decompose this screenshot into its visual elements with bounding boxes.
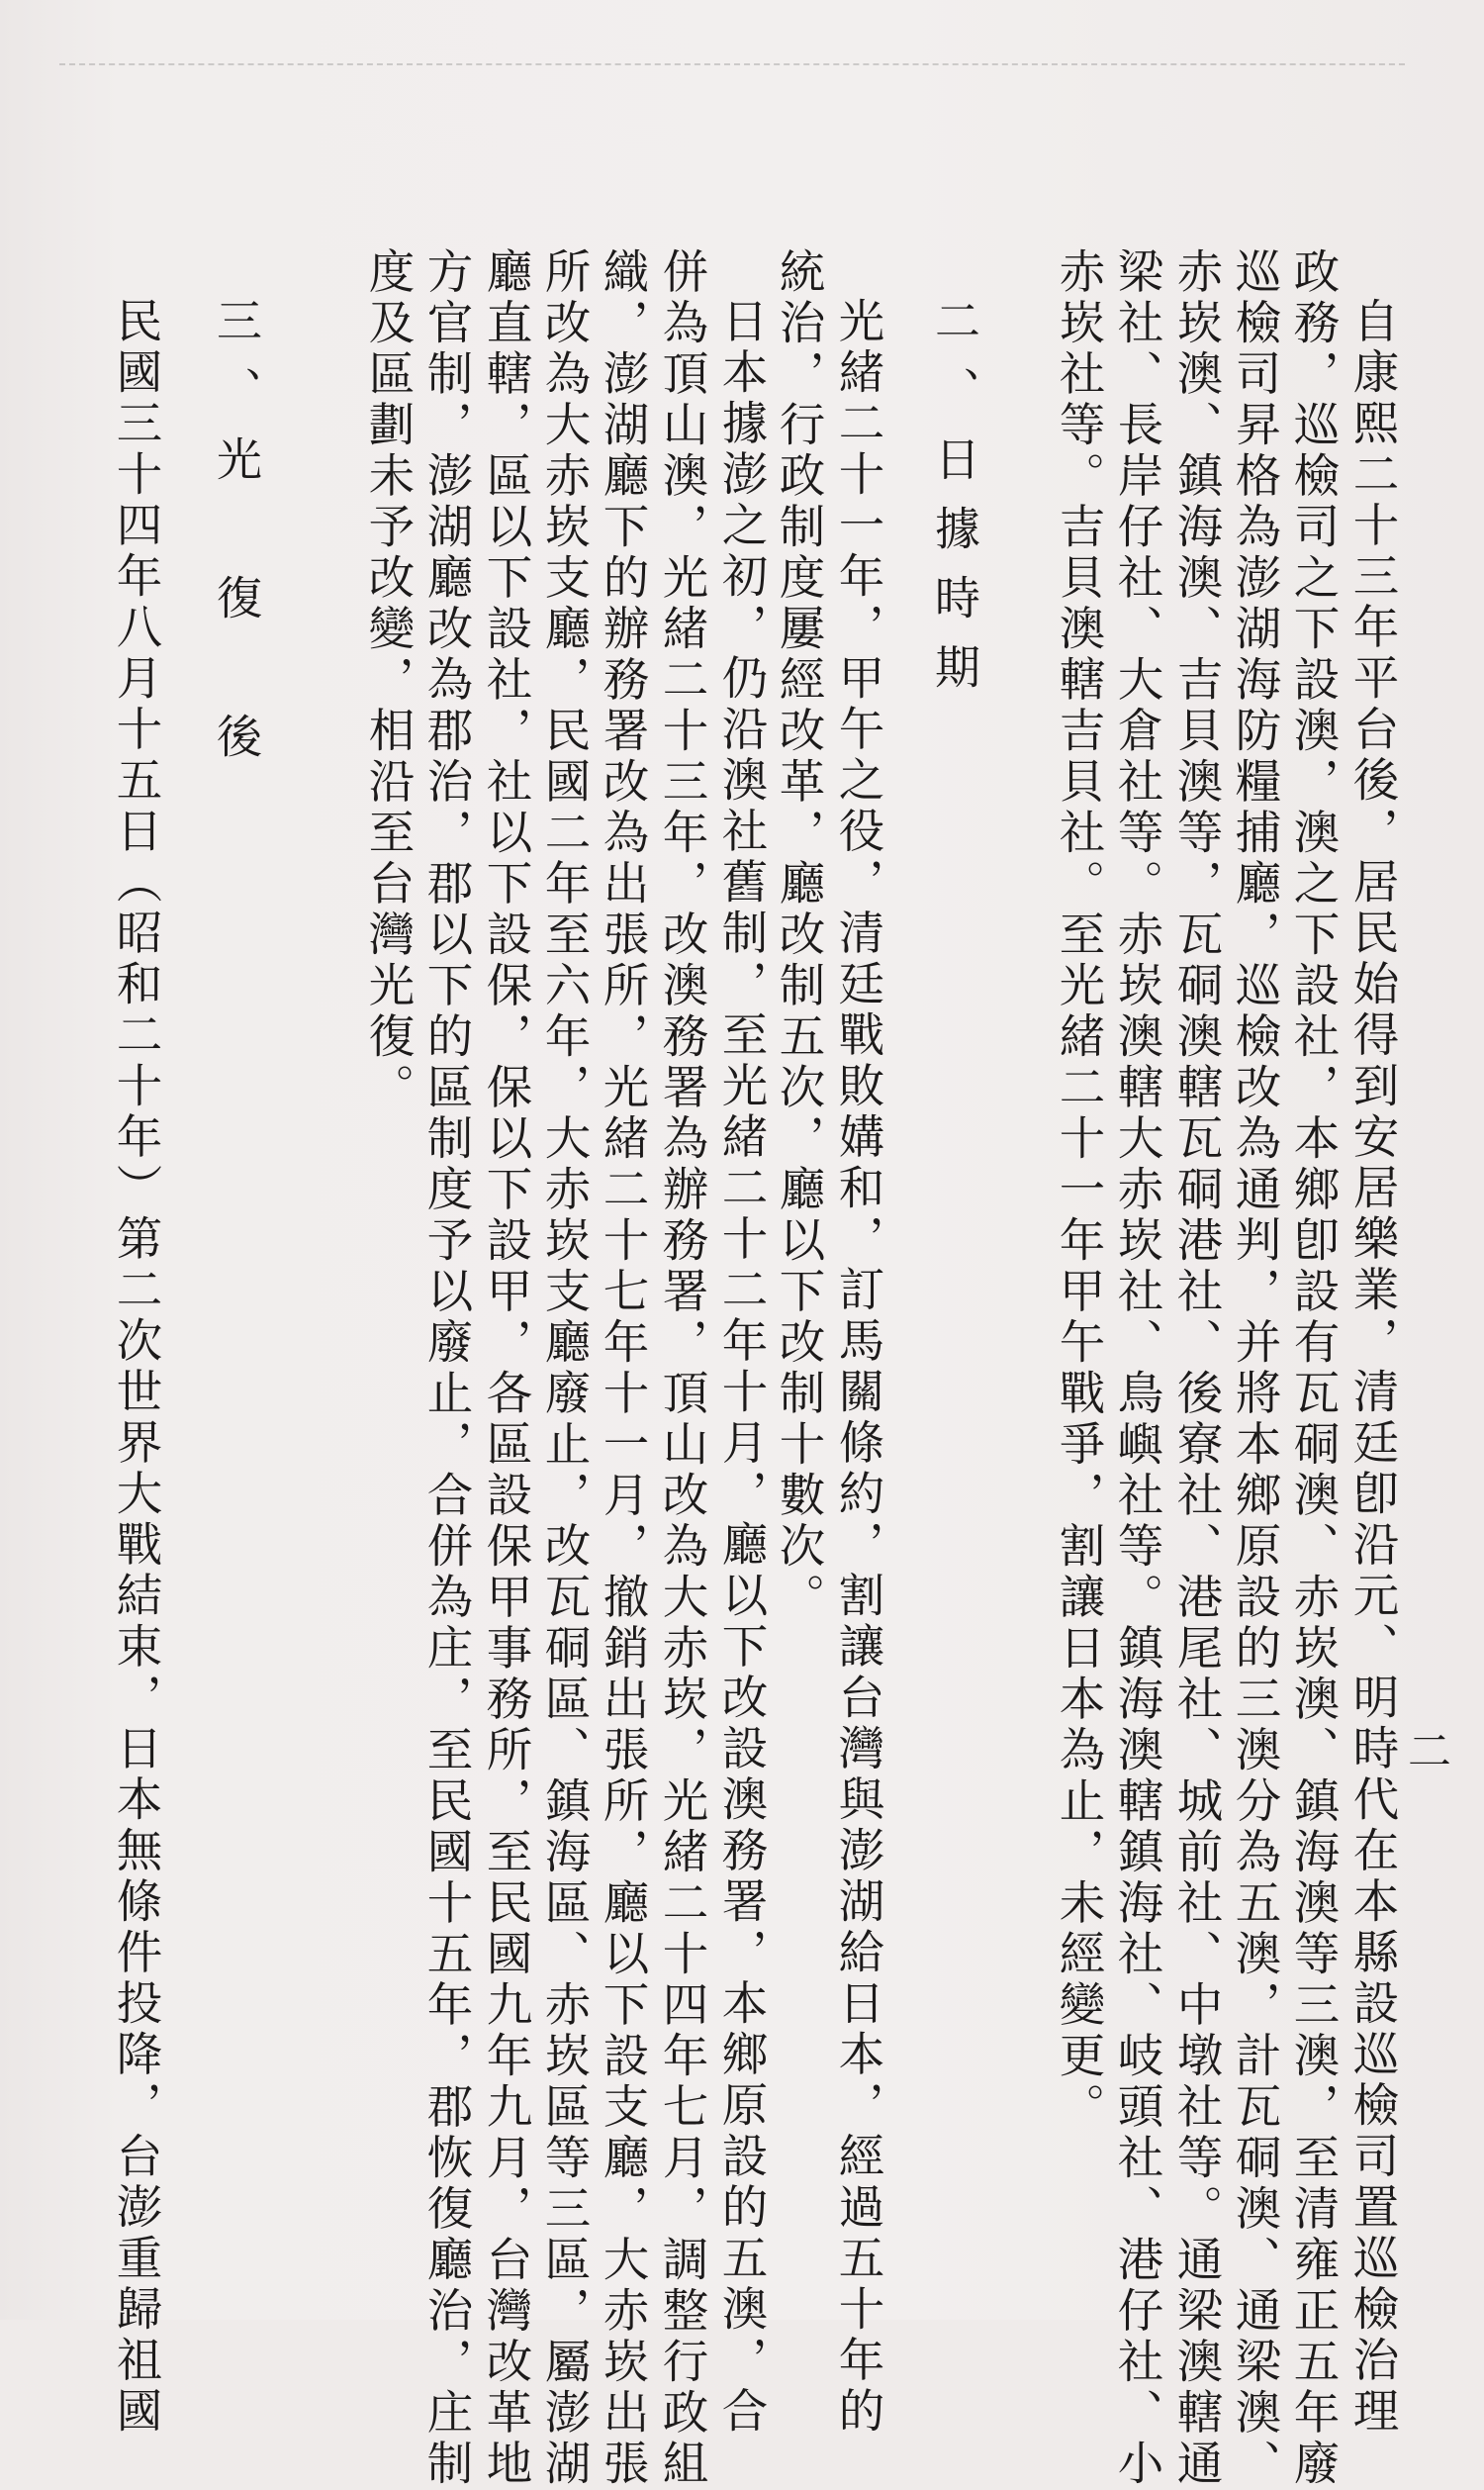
- text-column: 方官制，澎湖廳改為郡治，郡以下的區制度予以廢止，合併為庄，至民國十五年，郡恢復廳治，庄制: [419, 247, 474, 2490]
- text-column: 民國三十四年八月十五日（昭和二十年）第二次世界大戰結束，日本無條件投降，台澎重歸祖國: [109, 297, 163, 2438]
- section-heading: 二、日據時期: [928, 297, 981, 713]
- text-column: 織，澎湖廳下的辦務署改為出張所，光緒二十七年十一月，撤銷出張所，廳以下設支廳，大赤崁出張: [596, 247, 650, 2490]
- text-column: 日本據澎之初，仍沿澳社舊制，至光緒二十二年十月，廳以下改設澳務署，本鄉原設的五澳，合: [714, 297, 769, 2438]
- top-rule: [59, 63, 1405, 65]
- text-column: 所改為大赤崁支廳，民國二年至六年，大赤崁支廳廢止，改瓦硐區、鎮海區、赤崁區等三區，屬澎湖: [537, 247, 592, 2490]
- text-column: 統治，行政制度屢經改革，廳改制五次，廳以下改制十數次。: [772, 247, 826, 1624]
- text-column: 廳直轄，區以下設社，社以下設保，保以下設甲，各區設保甲事務所，至民國九年九月，台灣改革地: [479, 247, 533, 2490]
- section-heading: 三、光 復 後: [210, 297, 263, 782]
- text-column: 度及區劃未予改變，相沿至台灣光復。: [361, 247, 416, 1114]
- text-column: 光緒二十一年，甲午之役，清廷戰敗媾和，訂馬關條約，割讓台灣與澎湖給日本，經過五十年的: [831, 297, 885, 2438]
- text-column: 巡檢司昇格為澎湖海防糧捕廳，巡檢改為通判，并將本鄉原設的三澳分為五澳，計瓦硐澳、通梁澳、: [1228, 247, 1282, 2490]
- text-column: 併為頂山澳，光緒二十三年，改澳務署為辦務署，頂山改為大赤崁，光緒二十四年七月，調整行政組: [655, 247, 709, 2490]
- text-column: 梁社、長岸仔社、大倉社等。赤崁澳轄大赤崁社、鳥嶼社等。鎮海澳轄鎮海社、岐頭社、港仔社、小: [1110, 247, 1164, 2490]
- text-column: 赤崁社等。吉貝澳轄吉貝社。至光緒二十一年甲午戰爭，割讓日本為止，未經變更。: [1052, 247, 1106, 2134]
- text-column: 赤崁澳、鎮海澳、吉貝澳等，瓦硐澳轄瓦硐港社、後寮社、港尾社、城前社、中墩社等。通梁澳轄通: [1169, 247, 1224, 2490]
- page-number: 二: [1400, 1728, 1450, 1772]
- text-column: 政務，巡檢司之下設澳，澳之下設社，本鄉卽設有瓦硐澳、赤崁澳、鎮海澳等三澳，至清雍正五年廢: [1286, 247, 1341, 2490]
- text-column: 自康熙二十三年平台後，居民始得到安居樂業，清廷卽沿元、明時代在本縣設巡檢司置巡檢治理: [1345, 297, 1400, 2438]
